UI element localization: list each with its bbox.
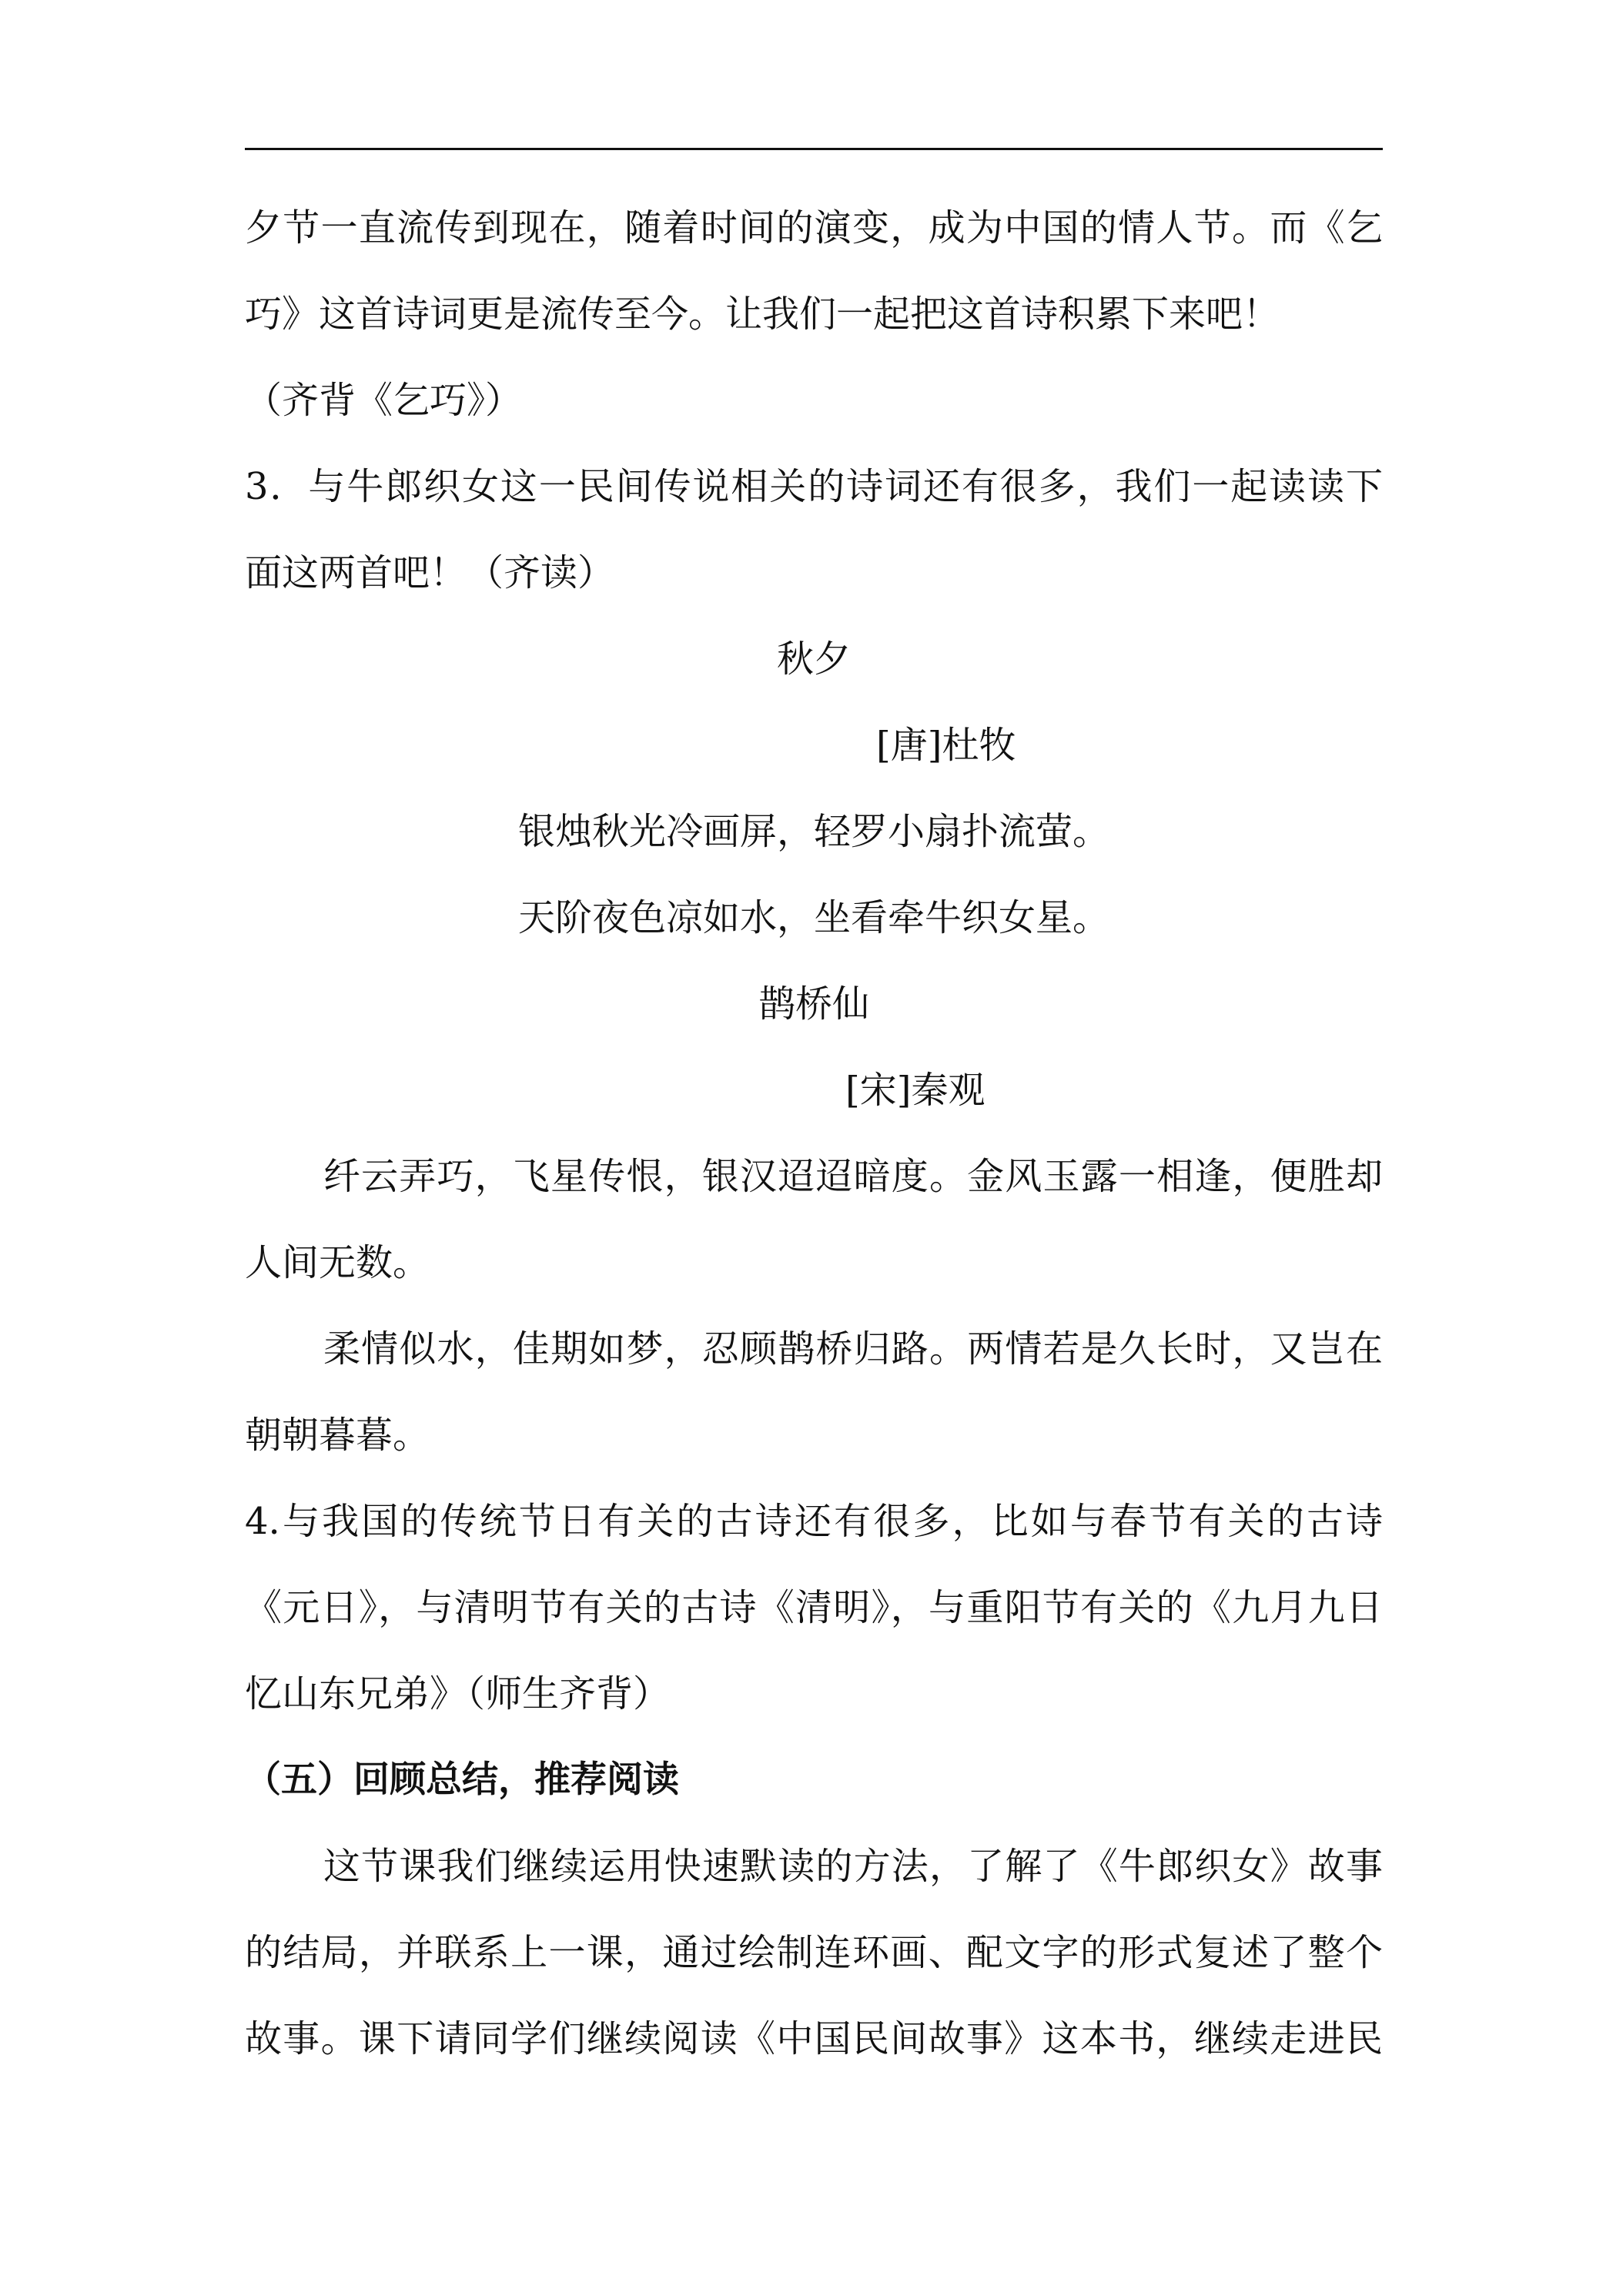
poem-stanza-line: 柔情似水，佳期如梦，忍顾鹊桥归路。两情若是久长时，又岂在 (323, 1327, 1383, 1371)
poem-title: 鹊桥仙 (758, 982, 869, 1026)
summary-line: 这节课我们继续运用快速默读的方法，了解了《牛郎织女》故事 (323, 1845, 1383, 1888)
poem-author: [宋]秦观 (845, 1069, 986, 1112)
summary-line: 故事。课下请同学们继续阅读《中国民间故事》这本书，继续走进民 (245, 2017, 1383, 2060)
poem-stanza-line: 纤云弄巧，飞星传恨，银汉迢迢暗度。金风玉露一相逢，便胜却 (323, 1155, 1383, 1198)
paragraph-line: 巧》这首诗词更是流传至今。让我们一起把这首诗积累下来吧！ (245, 293, 1280, 336)
poem-stanza-line: 人间无数。 (245, 1241, 430, 1284)
poem-title: 秋夕 (776, 638, 851, 681)
document-body (245, 185, 1383, 2082)
paragraph-line: 夕节一直流传到现在，随着时间的演变，成为中国的情人节。而《乞 (245, 206, 1383, 249)
item-4-line: 《元日》，与清明节有关的古诗《清明》，与重阳节有关的《九月九日 (245, 1586, 1383, 1629)
item-4-line: 4.与我国的传统节日有关的古诗还有很多，比如与春节有关的古诗 (245, 1500, 1383, 1543)
header-rule (245, 148, 1383, 150)
poem-line: 天阶夜色凉如水，坐看牵牛织女星。 (517, 896, 1109, 939)
item-3-line: 面这两首吧！（齐读） (245, 551, 615, 594)
item-4-line: 忆山东兄弟》（师生齐背） (245, 1672, 671, 1715)
item-3-line: 3．与牛郎织女这一民间传说相关的诗词还有很多，我们一起读读下 (245, 465, 1383, 508)
summary-line: 的结局，并联系上一课，通过绘制连环画、配文字的形式复述了整个 (245, 1931, 1383, 1974)
poem-author: [唐]杜牧 (876, 724, 1016, 767)
poem-stanza-line: 朝朝暮暮。 (245, 1414, 430, 1457)
poem-line: 银烛秋光冷画屏，轻罗小扇扑流萤。 (517, 810, 1109, 853)
section-heading: （五）回顾总结，推荐阅读 (245, 1759, 679, 1801)
recite-note: （齐背《乞巧》） (245, 379, 523, 422)
